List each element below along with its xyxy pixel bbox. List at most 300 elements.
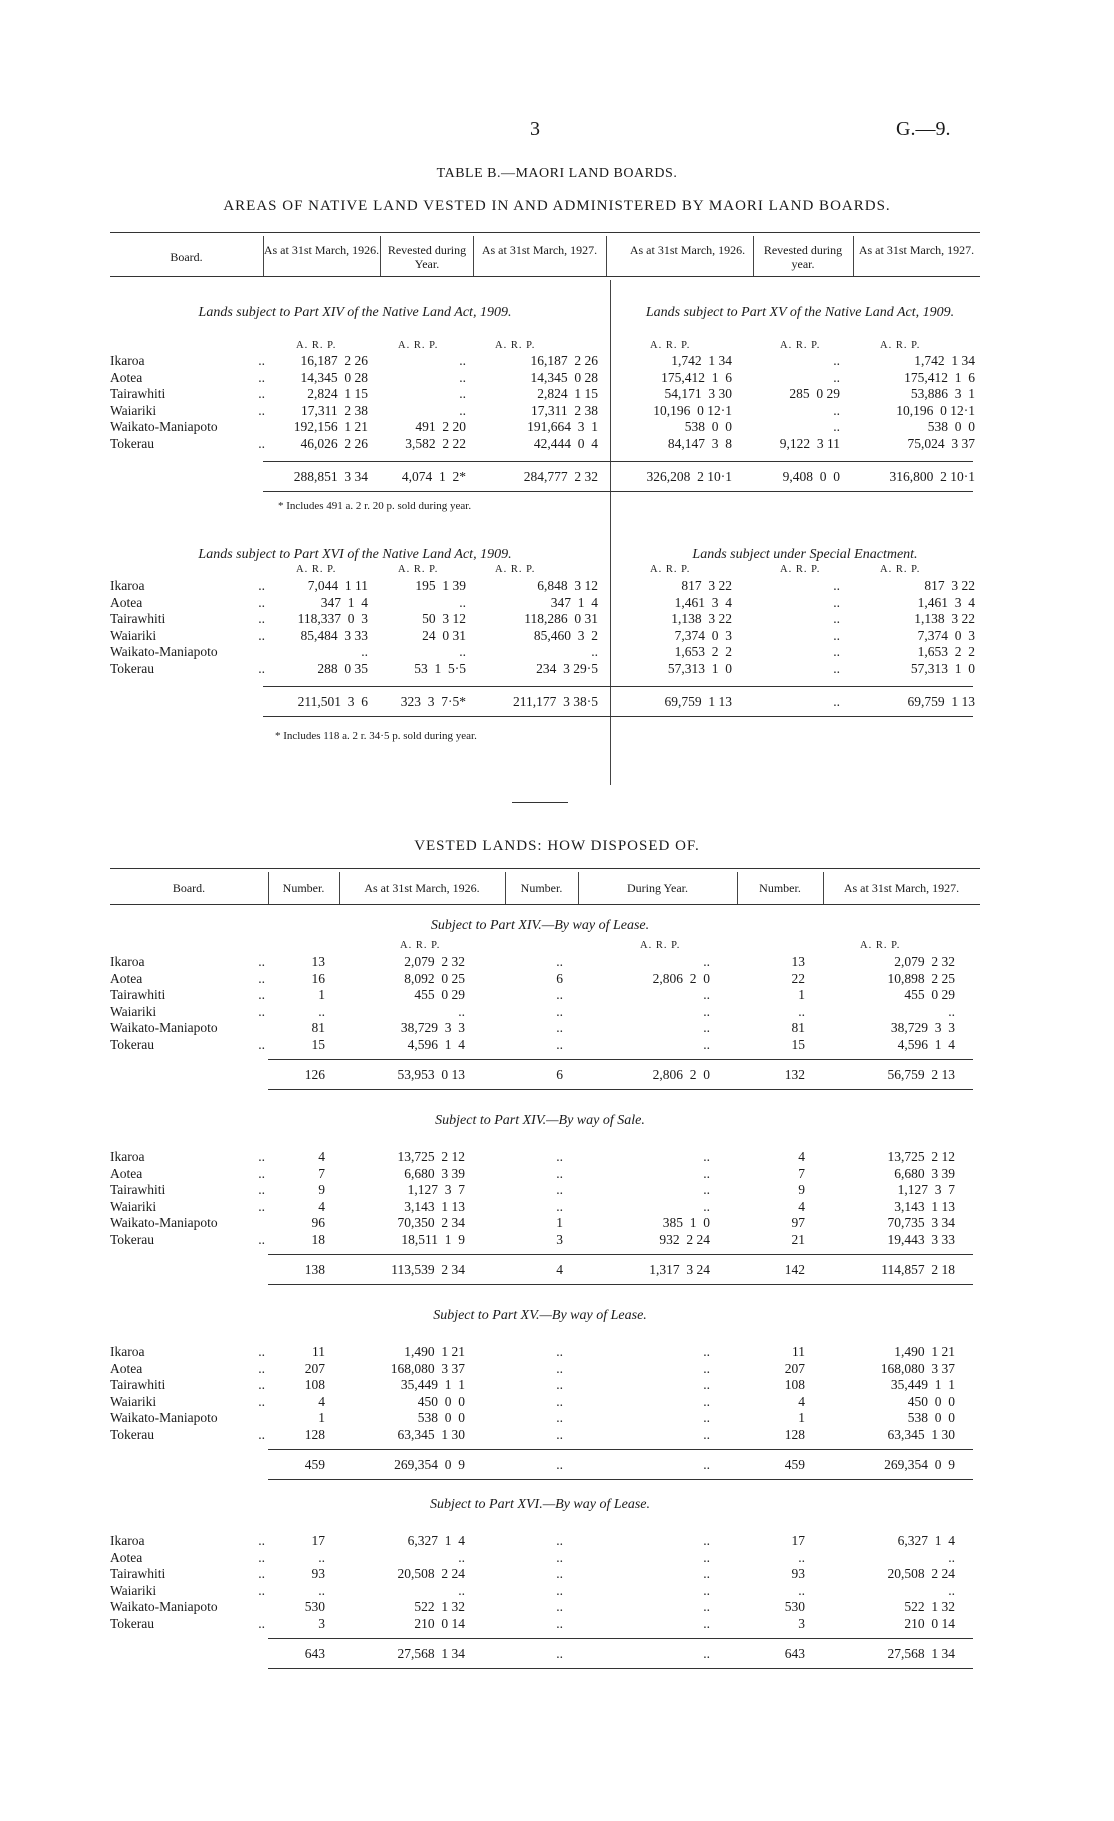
table-cell: 53 1 5·5 [414,660,466,676]
section-title: Lands subject under Special Enactment. [692,547,918,562]
table-cell: 207 [304,1360,325,1376]
table-cell: .. [948,1003,955,1019]
table-cell: 1,742 1 34 [914,353,975,368]
table-cell: 3,143 1 13 [404,1198,465,1214]
table-cell: .. [703,1615,710,1631]
table-cell: .. [703,1003,710,1019]
table-cell: .. [833,644,840,659]
row-divider [268,1668,973,1669]
board-label: Waiariki [110,402,157,418]
board-label: Waiariki [110,627,157,643]
section-title: Lands subject to Part XV of the Native Land Act, 1909. [645,305,955,320]
board-name [110,1037,265,1054]
total-cell: .. [556,1646,563,1661]
document-reference: G.—9. [896,118,951,140]
table-cell: 1,742 1 34 [671,353,732,368]
board-label: Ikaroa [110,954,145,969]
table-cell: 1,490 1 21 [894,1344,955,1359]
table-cell: 17 [791,1533,805,1548]
row-divider [263,491,973,492]
units-label: A. R. P. [296,564,337,575]
table-cell: 70,350 2 34 [397,1215,465,1230]
board-name [110,1199,265,1216]
table-cell: 16,187 2 26 [300,353,368,368]
table-cell: 1,461 3 4 [917,594,975,610]
table-cell: 4 [798,1149,805,1164]
table-cell: 168,080 3 37 [880,1360,955,1376]
leader-dots: .. [258,970,265,986]
table-cell: 85,460 3 2 [533,627,598,643]
row-divider [268,1449,973,1450]
table-cell: .. [459,402,466,418]
total-cell: 316,800 2 10·1 [889,469,975,484]
table-cell: .. [556,1549,563,1565]
table-cell: 11 [312,1344,325,1359]
total-cell: 1,317 3 24 [649,1262,710,1277]
total-cell: .. [556,1457,563,1472]
board-name [110,1232,265,1249]
table-cell: .. [556,1149,563,1164]
table-cell: 17 [311,1533,325,1548]
board-name [110,1215,265,1232]
leader-dots: .. [258,1182,265,1197]
board-label: Tokerau [110,660,155,676]
board-list [110,578,265,677]
table-cell: .. [703,1165,710,1181]
table-cell: 4 [798,1198,805,1214]
table-cell: 15 [791,1036,805,1052]
total-cell: 2,806 2 0 [652,1067,710,1082]
table-cell: .. [458,1582,465,1598]
table-cell: .. [556,1198,563,1214]
table-title: TABLE B.—MAORI LAND BOARDS. [436,166,678,181]
page-number: 3 [530,118,540,140]
section-title: Lands subject to Part XIV of the Native Land Act, 1909. [198,305,512,320]
table-cell: 1,138 3 22 [914,611,975,626]
total-cell: 211,177 3 38·5 [513,694,598,709]
col-1927-a: As at 31st March, 1927. [481,243,598,257]
col-during-year: During Year. [626,881,688,895]
table-cell: 97 [791,1215,805,1230]
board-name [110,436,265,453]
table-cell: 13,725 2 12 [887,1149,955,1164]
leader-dots: .. [258,386,265,401]
table-cell: .. [833,578,840,593]
section-title: Subject to Part XVI.—By way of Lease. [429,1497,651,1512]
leader-dots: .. [258,435,265,451]
total-cell: 27,568 1 34 [887,1646,955,1661]
table-cell: 285 0 29 [789,386,840,401]
table-cell: 195 1 39 [415,578,466,593]
total-cell: 643 [784,1646,805,1661]
table-cell: 6 [556,970,563,986]
leader-dots: .. [258,1549,265,1565]
table-cell: 128 [784,1426,805,1442]
table-cell: 2,824 1 15 [307,386,368,401]
table-cell: 4 [318,1198,325,1214]
table-cell: 538 0 0 [417,1410,465,1425]
table-cell: .. [703,1533,710,1548]
table-cell: 8,092 0 25 [404,970,465,986]
table-cell: 1 [318,987,325,1002]
units-label: A. R. P. [495,340,536,351]
table-cell: 118,286 0 31 [524,611,598,626]
table-cell: .. [459,369,466,385]
table-cell: 108 [304,1377,325,1392]
board-label: Ikaroa [110,1344,145,1359]
table-cell: 7,044 1 11 [307,578,368,593]
board-list [110,1344,265,1443]
table-cell: .. [703,1182,710,1197]
board-name [110,1533,265,1550]
table-cell: 530 [784,1599,805,1614]
total-cell: 323 3 7·5* [400,694,466,709]
table-cell: 538 0 0 [927,419,975,434]
board-list [110,1533,265,1632]
table-cell: 175,412 1 6 [904,369,975,385]
board-label: Waikato-Maniapoto [110,1215,218,1230]
table-cell: .. [703,1360,710,1376]
table-cell: .. [556,1003,563,1019]
board-label: Tairawhiti [110,611,166,626]
table-cell: 522 1 32 [904,1599,955,1614]
table-cell: 16 [311,970,325,986]
total-cell: 269,354 0 9 [884,1457,955,1472]
board-label: Tairawhiti [110,987,166,1002]
table-cell: 2,824 1 15 [537,386,598,401]
table-cell: 2,806 2 0 [652,970,710,986]
table-cell: 46,026 2 26 [300,435,368,451]
table-cell: .. [556,1599,563,1614]
table-cell: .. [833,402,840,418]
table-cell: 128 [304,1426,325,1442]
table-cell: 3 [318,1615,325,1631]
table-cell: 347 1 4 [320,594,368,610]
leader-dots: .. [258,1393,265,1409]
total-cell: 53,953 0 13 [397,1067,465,1082]
table-cell: 1,461 3 4 [674,594,732,610]
leader-dots: .. [258,578,265,593]
vested-lands-title: VESTED LANDS: HOW DISPOSED OF. [414,838,700,854]
units-label: A. R. P. [780,564,821,575]
board-name [110,1394,265,1411]
table-cell: 75,024 3 37 [907,435,975,451]
leader-dots: .. [258,1582,265,1598]
col-revested-a: Revested during Year. [387,243,467,271]
board-name [110,611,265,628]
col-1927-b: As at 31st March, 1927. [858,243,975,257]
row-divider [263,461,973,462]
table-cell: .. [833,611,840,626]
table-cell: 9 [318,1182,325,1197]
table-cell: .. [556,1582,563,1598]
footnote: * Includes 118 a. 2 r. 34·5 p. sold during year. [275,730,477,742]
total-cell: 6 [556,1067,563,1082]
board-label: Waikato-Maniapoto [110,1410,218,1425]
table-cell: 13 [791,954,805,969]
row-divider [268,1254,973,1255]
board-label: Tairawhiti [110,1566,166,1581]
units-label: A. R. P. [650,564,691,575]
table-cell: .. [556,1036,563,1052]
total-cell: 269,354 0 9 [394,1457,465,1472]
board-label: Tokerau [110,1036,155,1052]
board-name [110,353,265,370]
table-cell: 175,412 1 6 [661,369,732,385]
table-cell: 10,196 0 12·1 [653,402,732,418]
table-cell: 1,127 3 7 [407,1182,465,1197]
board-label: Waiariki [110,1582,157,1598]
leader-dots: .. [258,1231,265,1247]
table-cell: .. [833,660,840,676]
leader-dots: .. [258,1566,265,1581]
board-label: Waiariki [110,1003,157,1019]
board-label: Waikato-Maniapoto [110,419,218,434]
board-label: Tairawhiti [110,1377,166,1392]
table-cell: 455 0 29 [414,987,465,1002]
col-number-1926: Number. [282,881,325,895]
total-cell: 211,501 3 6 [297,694,368,709]
table-cell: .. [556,1377,563,1392]
board-label: Waiariki [110,1198,157,1214]
table-cell: 63,345 1 30 [397,1426,465,1442]
units-label: A. R. P. [398,564,439,575]
table-cell: .. [833,419,840,434]
table-cell: 96 [311,1215,325,1230]
table-cell: 3,143 1 13 [894,1198,955,1214]
table-cell: 1 [798,1410,805,1425]
table-cell: 38,729 3 3 [400,1020,465,1035]
table-cell: 491 2 20 [415,419,466,434]
table-cell: 1,127 3 7 [897,1182,955,1197]
units-label: A. R. P. [640,940,681,951]
units-label: A. R. P. [880,564,921,575]
table-cell: 347 1 4 [550,594,598,610]
total-cell: .. [833,694,840,709]
row-divider [268,1284,973,1285]
table-cell: .. [833,594,840,610]
table-cell: 21 [791,1231,805,1247]
table-cell: 16,187 2 26 [530,353,598,368]
table-cell: 10,898 2 25 [887,970,955,986]
board-name [110,419,265,436]
board-name [110,1004,265,1021]
section-title: Lands subject to Part XVI of the Native Land Act, 1909. [198,547,512,562]
table-cell: 54,171 3 30 [664,386,732,401]
table-cell: .. [556,1410,563,1425]
leader-dots: .. [258,954,265,969]
table-cell: .. [458,1549,465,1565]
table-cell: 42,444 0 4 [533,435,598,451]
board-label: Aotea [110,594,143,610]
board-label: Waikato-Maniapoto [110,644,218,659]
section-title: Subject to Part XIV.—By way of Lease. [430,918,650,933]
total-cell: 459 [304,1457,325,1472]
table-cell: .. [556,1020,563,1035]
table-cell: 1,653 2 2 [917,644,975,659]
board-label: Waikato-Maniapoto [110,1599,218,1614]
table-cell: 207 [784,1360,805,1376]
table-cell: 9 [798,1182,805,1197]
leader-dots: .. [258,627,265,643]
row-divider [268,1638,973,1639]
table-cell: 234 3 29·5 [536,660,598,676]
board-name [110,628,265,645]
board-name [110,1344,265,1361]
col-1927: As at 31st March, 1927. [843,881,960,895]
leader-dots: .. [258,1036,265,1052]
col-number-year: Number. [520,881,563,895]
table-cell: 288 0 35 [317,660,368,676]
table-cell: .. [556,1344,563,1359]
row-divider [268,1479,973,1480]
leader-dots: .. [258,1003,265,1019]
board-name [110,661,265,678]
row-divider [268,1059,973,1060]
total-cell: 138 [304,1262,325,1277]
table-cell: 18,511 1 9 [401,1231,465,1247]
table-cell: .. [833,627,840,643]
table-cell: .. [556,1533,563,1548]
table-cell: 20,508 2 24 [887,1566,955,1581]
table-cell: .. [556,1426,563,1442]
table-cell: 6,680 3 39 [894,1165,955,1181]
table-cell: 450 0 0 [907,1393,955,1409]
total-cell: 132 [784,1067,805,1082]
table-cell: 1 [318,1410,325,1425]
total-cell: 284,777 2 32 [523,469,598,484]
units-label: A. R. P. [650,340,691,351]
total-cell: 114,857 2 18 [881,1262,955,1277]
board-label: Waikato-Maniapoto [110,1020,218,1035]
table-cell: 3,582 2 22 [405,435,466,451]
leader-dots: .. [258,594,265,610]
table-cell: .. [703,1036,710,1052]
board-name [110,971,265,988]
board-name [110,578,265,595]
board-name [110,1566,265,1583]
table-cell: 817 3 22 [924,578,975,593]
total-cell: 4,074 1 2* [401,469,466,484]
board-label: Tokerau [110,1615,155,1631]
board-name [110,595,265,612]
table-cell: .. [556,1615,563,1631]
col-board: Board. [170,250,203,264]
table-cell: 817 3 22 [681,578,732,593]
table-cell: 13,725 2 12 [397,1149,465,1164]
total-cell: 4 [556,1262,563,1277]
board-label: Ikaroa [110,353,145,368]
table-cell: 4,596 1 4 [897,1036,955,1052]
table-cell: 1,653 2 2 [674,644,732,659]
table-cell: 14,345 0 28 [300,369,368,385]
board-list [110,353,265,452]
board-name [110,1020,265,1037]
table-cell: .. [703,1549,710,1565]
table-cell: .. [458,1003,465,1019]
board-name [110,1361,265,1378]
table-cell: 22 [791,970,805,986]
board-label: Tokerau [110,1426,155,1442]
total-cell: 142 [784,1262,805,1277]
table-cell: 455 0 29 [904,987,955,1002]
units-label: A. R. P. [860,940,901,951]
board-name [110,1410,265,1427]
total-cell: 288,851 3 34 [293,469,368,484]
table-cell: 18 [311,1231,325,1247]
table-cell: 118,337 0 3 [297,611,368,626]
table-cell: 4 [318,1393,325,1409]
table-cell: 38,729 3 3 [890,1020,955,1035]
table-cell: .. [556,1360,563,1376]
table-cell: .. [948,1582,955,1598]
table-cell: 19,443 3 33 [887,1231,955,1247]
leader-dots: .. [258,1615,265,1631]
table-cell: .. [591,644,598,659]
table-cell: .. [703,1344,710,1359]
table-cell: 1 [798,987,805,1002]
table-cell: 57,313 1 0 [910,660,975,676]
table-cell: 50 3 12 [422,611,466,626]
table-cell: 81 [311,1020,325,1035]
table-cell: .. [798,1582,805,1598]
table-cell: .. [833,369,840,385]
total-cell: 56,759 2 13 [887,1067,955,1082]
board-name [110,987,265,1004]
table-cell: 522 1 32 [414,1599,465,1614]
total-cell: 643 [304,1646,325,1661]
table-cell: 53,886 3 1 [910,386,975,401]
board-name [110,1149,265,1166]
table-cell: 6,327 1 4 [897,1533,955,1548]
total-cell: 9,408 0 0 [782,469,840,484]
table-cell: 7,374 0 3 [674,627,732,643]
board-label: Waiariki [110,1393,157,1409]
table-cell: 81 [791,1020,805,1035]
table-cell: 210 0 14 [414,1615,465,1631]
table-cell: 1 [556,1215,563,1230]
table-cell: .. [318,1003,325,1019]
table-cell: 70,735 3 34 [887,1215,955,1230]
table-cell: .. [459,386,466,401]
table-cell: 7 [798,1165,805,1181]
board-label: Aotea [110,1165,143,1181]
leader-dots: .. [258,1165,265,1181]
board-label: Tokerau [110,1231,155,1247]
units-label: A. R. P. [880,340,921,351]
table-cell: 7 [318,1165,325,1181]
table-cell: 6,848 3 12 [537,578,598,593]
table-cell: .. [459,644,466,659]
table-cell: .. [556,1165,563,1181]
units-label: A. R. P. [495,564,536,575]
table-cell: 13 [311,954,325,969]
board-name [110,1616,265,1633]
section-title: Subject to Part XV.—By way of Lease. [433,1308,647,1323]
units-label: A. R. P. [296,340,337,351]
board-name [110,1182,265,1199]
table-cell: .. [703,1393,710,1409]
table-cell: 192,156 1 21 [293,419,368,434]
leader-dots: .. [258,353,265,368]
table-cell: .. [703,1020,710,1035]
table-cell: 85,484 3 33 [300,627,368,643]
table-cell: .. [703,987,710,1002]
board-label: Tokerau [110,435,155,451]
col-1926: As at 31st March, 1926. [364,881,480,895]
table-cell: 93 [791,1566,805,1581]
table-cell: 14,345 0 28 [530,369,598,385]
